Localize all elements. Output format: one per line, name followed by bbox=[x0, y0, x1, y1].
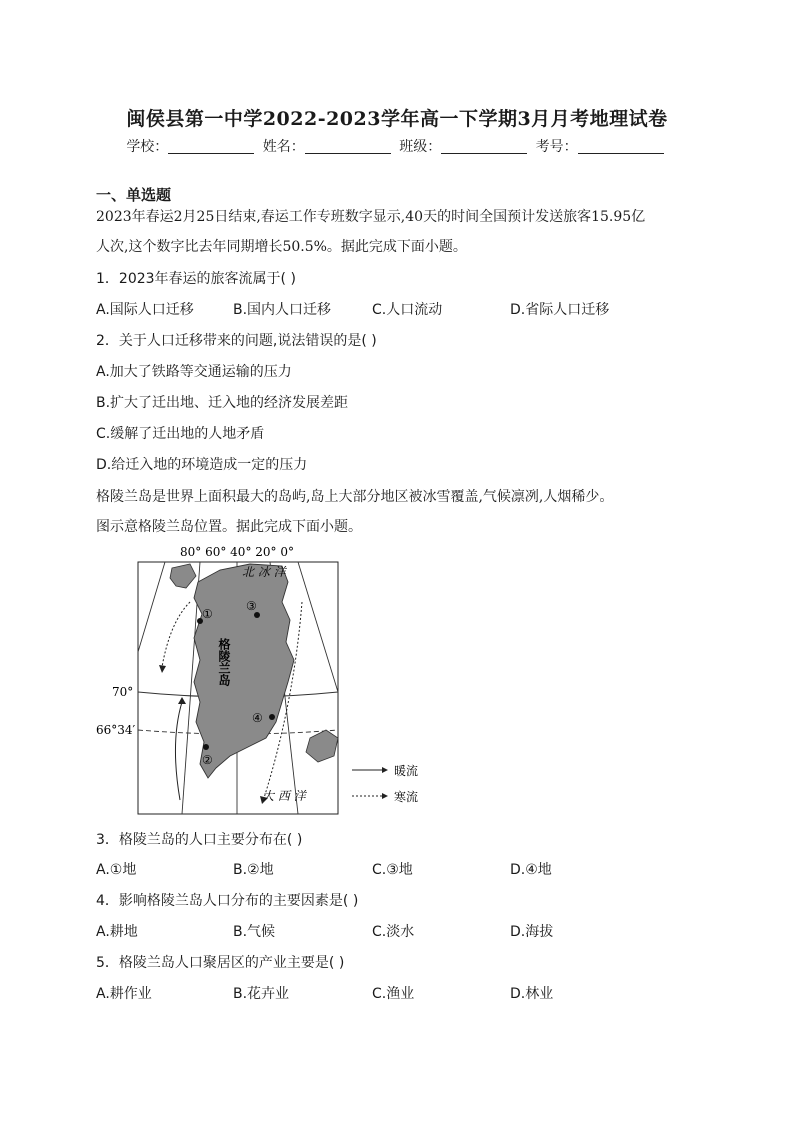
q4-option-a[interactable]: A.耕地 bbox=[96, 924, 138, 940]
point-4-dot bbox=[269, 714, 275, 720]
number-blank[interactable] bbox=[578, 139, 664, 154]
warm-current-west bbox=[175, 702, 182, 800]
school-label: 学校： bbox=[126, 139, 169, 155]
longitude-labels: 80° 60° 40° 20° 0° bbox=[180, 545, 294, 559]
q2-option-b[interactable]: B.扩大了迁出地、迁入地的经济发展差距 bbox=[96, 395, 349, 411]
ellesmere-island bbox=[170, 564, 196, 588]
latitude-66-label: 66°34′ bbox=[96, 723, 136, 737]
q5-stem: 5．格陵兰岛人口聚居区的产业主要是( ) bbox=[96, 955, 345, 971]
student-info-row bbox=[0, 136, 794, 156]
meridian-0 bbox=[298, 562, 338, 692]
greenland-label: 格陵兰岛 bbox=[217, 638, 231, 686]
passage1-line2: 人次,这个数字比去年同期增长50.5%。据此完成下面小题。 bbox=[96, 239, 467, 255]
passage2-line2: 图示意格陵兰岛位置。据此完成下面小题。 bbox=[96, 519, 362, 535]
name-blank[interactable] bbox=[305, 139, 391, 154]
arctic-ocean-label: 北 冰 洋 bbox=[242, 565, 286, 579]
class-blank[interactable] bbox=[441, 139, 527, 154]
q1-option-b[interactable]: B.国内人口迁移 bbox=[233, 302, 332, 318]
warm-current-west-arrow bbox=[178, 697, 186, 704]
legend-cold-label: 寒流 bbox=[394, 790, 419, 804]
point-3-label: ③ bbox=[246, 599, 257, 613]
point-1-label: ① bbox=[202, 607, 213, 621]
exam-title: 闽侯县第一中学2022-2023学年高一下学期3月月考地理试卷 bbox=[126, 108, 668, 130]
q4-option-c[interactable]: C.淡水 bbox=[372, 924, 415, 940]
q1-option-c[interactable]: C.人口流动 bbox=[372, 302, 443, 318]
q4-stem: 4．影响格陵兰岛人口分布的主要因素是( ) bbox=[96, 893, 359, 909]
q5-option-b[interactable]: B.花卉业 bbox=[233, 986, 290, 1002]
passage2-line1: 格陵兰岛是世界上面积最大的岛屿,岛上大部分地区被冰雪覆盖,气候凛冽,人烟稀少。 bbox=[96, 489, 614, 505]
section-heading: 一、单选题 bbox=[96, 186, 172, 204]
q3-stem: 3．格陵兰岛的人口主要分布在( ) bbox=[96, 832, 303, 848]
passage1-line1: 2023年春运2月25日结束,春运工作专班数字显示,40天的时间全国预计发送旅客15.95亿 bbox=[96, 209, 646, 225]
q1-stem: 1．2023年春运的旅客流属于( ) bbox=[96, 271, 296, 287]
q3-option-c[interactable]: C.③地 bbox=[372, 862, 413, 878]
q2-option-a[interactable]: A.加大了铁路等交通运输的压力 bbox=[96, 364, 292, 380]
q1-option-d[interactable]: D.省际人口迁移 bbox=[510, 302, 610, 318]
q1-option-a[interactable]: A.国际人口迁移 bbox=[96, 302, 194, 318]
q3-option-b[interactable]: B.②地 bbox=[233, 862, 274, 878]
point-4-label: ④ bbox=[252, 711, 263, 725]
legend-cold-arrow bbox=[382, 793, 388, 799]
iceland-island bbox=[306, 730, 338, 762]
point-2-label: ② bbox=[202, 753, 213, 767]
q5-option-c[interactable]: C.渔业 bbox=[372, 986, 415, 1002]
greenland-map bbox=[90, 542, 430, 817]
cold-current-west-arrow bbox=[159, 665, 166, 673]
q3-option-a[interactable]: A.①地 bbox=[96, 862, 137, 878]
legend-warm-arrow bbox=[382, 767, 388, 773]
name-label: 姓名： bbox=[262, 139, 305, 155]
atlantic-ocean-label: 大 西 洋 bbox=[262, 789, 306, 803]
q2-option-d[interactable]: D.给迁入地的环境造成一定的压力 bbox=[96, 457, 308, 473]
q2-option-c[interactable]: C.缓解了迁出地的人地矛盾 bbox=[96, 426, 265, 442]
school-blank[interactable] bbox=[168, 139, 254, 154]
latitude-70-label: 70° bbox=[112, 685, 134, 699]
class-label: 班级： bbox=[399, 139, 442, 155]
q5-option-d[interactable]: D.林业 bbox=[510, 986, 554, 1002]
q3-option-d[interactable]: D.④地 bbox=[510, 862, 552, 878]
legend-warm-label: 暖流 bbox=[394, 764, 419, 778]
q2-stem: 2．关于人口迁移带来的问题,说法错误的是( ) bbox=[96, 333, 377, 349]
q4-option-d[interactable]: D.海拔 bbox=[510, 924, 554, 940]
q5-option-a[interactable]: A.耕作业 bbox=[96, 986, 152, 1002]
point-2-dot bbox=[203, 744, 209, 750]
cold-current-west bbox=[162, 602, 190, 667]
q4-option-b[interactable]: B.气候 bbox=[233, 924, 276, 940]
meridian-80 bbox=[138, 562, 165, 652]
number-label: 考号： bbox=[535, 139, 578, 155]
